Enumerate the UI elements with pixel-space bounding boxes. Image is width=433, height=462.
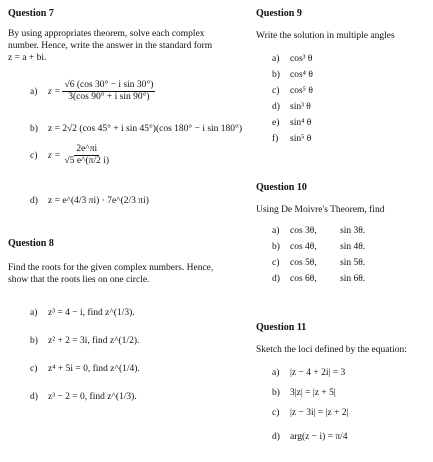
q9-item-e-label: e): [272, 118, 280, 128]
q7-item-a-fraction: [62, 80, 155, 103]
q9-item-e: [272, 118, 311, 128]
q11-item-d-expression: arg(z − i) = π/4: [290, 432, 348, 442]
q10-instructions: Using De Moivre's Theorem, find: [256, 205, 385, 215]
q11-item-b: [272, 388, 336, 398]
q8-item-a-label: a): [30, 308, 38, 318]
q7-item-d: [30, 196, 149, 206]
q10-item-b-label: b): [272, 242, 280, 252]
q9-item-b-label: b): [272, 70, 280, 80]
q11-item-a-label: a): [272, 368, 280, 378]
q10-item-c-label: c): [272, 258, 280, 268]
q10-item-d: [272, 274, 365, 284]
q8-item-a: [30, 308, 135, 318]
q9-item-c: [272, 86, 313, 96]
q7-item-d-label: d): [30, 196, 38, 206]
q7-title: Question 7: [8, 8, 54, 19]
q11-item-d-label: d): [272, 432, 280, 442]
q11-item-d: [272, 432, 348, 442]
q8-item-c-label: c): [30, 364, 38, 374]
q8-item-c: [30, 364, 140, 374]
q7-item-a-label: a): [30, 86, 38, 97]
q8-item-d-expression: z³ − 2 = 0, find z^(1/3).: [48, 392, 137, 402]
q8-item-b-label: b): [30, 336, 38, 346]
q7-item-a-numerator: √6 (cos 30° − i sin 30°): [64, 80, 154, 90]
q8-item-b-expression: z² + 2 = 3i, find z^(1/2).: [48, 336, 140, 346]
q11-item-b-label: b): [272, 388, 280, 398]
q7-item-b-label: b): [30, 124, 38, 134]
q10-item-b: [272, 242, 365, 252]
q8-item-a-expression: z³ = 4 − i, find z^(1/3).: [48, 308, 135, 318]
q11-item-c-expression: |z − 3i| = |z + 2|: [290, 408, 349, 418]
q8-item-d-label: d): [30, 392, 38, 402]
q9-item-d-expression: sin³ θ: [290, 102, 311, 112]
q7-item-c-denominator: √5 e^(π/2 i): [64, 156, 110, 166]
q9-item-c-expression: cos⁵ θ: [290, 86, 313, 96]
q9-instructions: Write the solution in multiple angles: [256, 31, 395, 41]
q9-item-f-label: f): [272, 134, 279, 144]
q9-item-f: [272, 134, 311, 144]
q11-title: Question 11: [256, 322, 307, 333]
q11-item-c-label: c): [272, 408, 280, 418]
q7-item-c: c) z = $\frac{2e\^{}\pi i}{√5 e\^{}(\pi/2 i)}$: [30, 144, 110, 166]
q10-item-c-sin: sin 5θ.: [340, 258, 366, 268]
q10-item-b-sin: sin 4θ.: [340, 242, 366, 252]
q10-item-b-cos: cos 4θ,: [290, 242, 317, 252]
q7-item-d-expression: z = e^(4/3 πi) · 7e^(2/3 πi): [48, 196, 149, 206]
q9-item-b: [272, 70, 313, 80]
q10-item-c-cos: cos 5θ,: [290, 258, 317, 268]
q10-item-a-cos: cos 3θ,: [290, 226, 317, 236]
q10-item-d-cos: cos 6θ,: [290, 274, 317, 284]
q11-item-a: [272, 368, 345, 378]
q9-item-d-label: d): [272, 102, 280, 112]
q9-item-e-expression: sin⁴ θ: [290, 118, 312, 128]
q10-item-d-sin: sin 6θ.: [340, 274, 366, 284]
q8-instructions: Find the roots for the given complex numbers. Hence, show that the roots lies on one circle.: [8, 263, 214, 285]
q10-title: Question 10: [256, 182, 307, 193]
q7-item-c-numerator: 2e^πi: [76, 144, 98, 154]
q10-item-d-label: d): [272, 274, 280, 284]
q9-item-a-label: a): [272, 54, 280, 64]
q11-item-c: [272, 408, 349, 418]
q7-instructions: By using appropriates theorem, solve each complex number. Hence, write the answer in the standard form z = a + bi.: [8, 29, 213, 63]
q7-item-a: a) z = $\frac{\text{√6 (cos 30° − i sin 30°)}}{\text{3(cos 90° + i sin 90°)}}$: [30, 80, 154, 102]
q10-item-a: [272, 226, 365, 236]
q9-item-a: [272, 54, 312, 64]
q11-instructions: Sketch the loci defined by the equation:: [256, 345, 407, 355]
q7-item-b-expression: z = 2√2 (cos 45° + i sin 45°)(cos 180° − i sin 180°): [48, 124, 243, 134]
q8-title: Question 8: [8, 238, 54, 249]
q9-item-f-expression: sin⁵ θ: [290, 134, 312, 144]
q7-item-c-fraction: [62, 144, 111, 167]
q9-item-d: [272, 102, 311, 112]
q9-item-a-expression: cos³ θ: [290, 54, 313, 64]
q9-item-c-label: c): [272, 86, 280, 96]
q10-item-a-label: a): [272, 226, 280, 236]
q8-item-b: [30, 336, 139, 346]
q7-item-c-label: c): [30, 150, 38, 161]
q7-item-a-denominator: 3(cos 90° + i sin 90°): [68, 92, 150, 102]
q9-title: Question 9: [256, 8, 302, 19]
q10-item-a-sin: sin 3θ.: [340, 226, 366, 236]
q11-item-b-expression: 3|z| = |z + 5|: [290, 388, 336, 398]
q8-item-c-expression: z⁴ + 5i = 0, find z^(1/4).: [48, 364, 140, 374]
q11-item-a-expression: |z − 4 + 2i| = 3: [290, 368, 346, 378]
q8-item-d: [30, 392, 137, 402]
q9-item-b-expression: cos⁴ θ: [290, 70, 313, 80]
q10-item-c: [272, 258, 365, 268]
q7-item-b: [30, 124, 242, 134]
